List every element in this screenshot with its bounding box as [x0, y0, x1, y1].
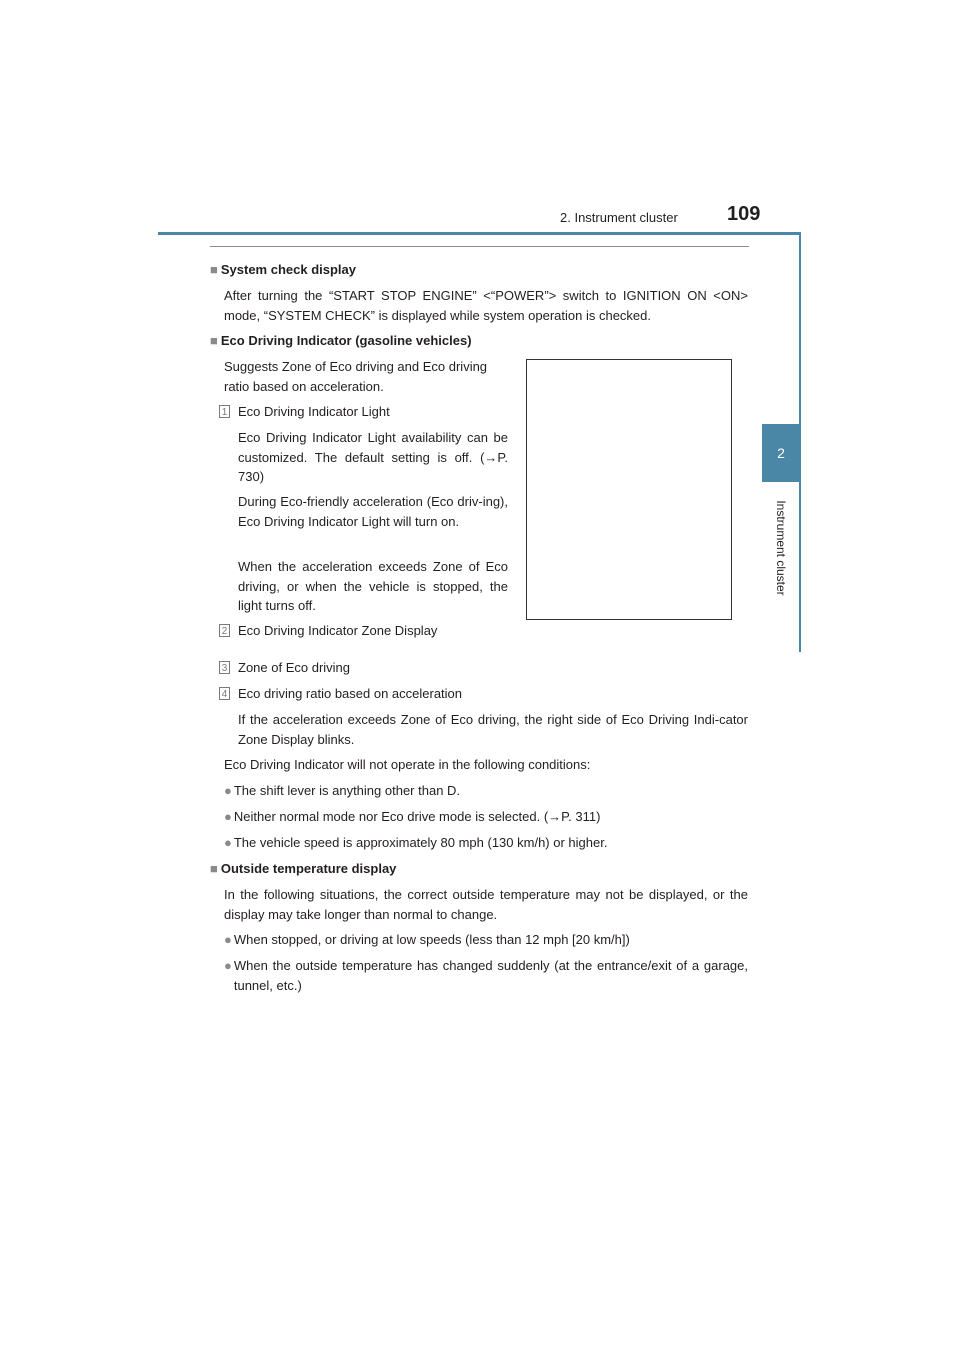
item-1-para-3: When the acceleration exceeds Zone of Eco driving, or when the vehicle is stopped, the light turns off.	[238, 559, 508, 613]
content-top-rule	[210, 246, 749, 247]
page-number: 109	[727, 203, 761, 225]
bullet-icon: ●	[224, 932, 232, 947]
condition-item: ● Neither normal mode nor Eco drive mode is selected. (→P. 311)	[224, 809, 601, 824]
outside-temp-body: In the following situations, the correct outside temperature may not be displayed, or the display may take longer than normal to change.	[224, 887, 748, 922]
heading-square-icon: ■	[210, 861, 218, 876]
item-2-title: Eco Driving Indicator Zone Display	[238, 623, 438, 638]
item-3-title: Zone of Eco driving	[238, 660, 351, 675]
heading-outside-temperature: ■ Outside temperature display	[210, 861, 397, 876]
chapter-number: 2	[777, 445, 785, 461]
outside-temp-bullet: ● When stopped, or driving at low speeds (less than 12 mph [20 km/h])	[224, 932, 630, 947]
item-1-title: Eco Driving Indicator Light	[238, 404, 390, 419]
item-1-para-1: Eco Driving Indicator Light availability can be customized. The default setting is off. (→P. 730)	[238, 430, 508, 484]
condition-item: ● The vehicle speed is approximately 80 mph (130 km/h) or higher.	[224, 835, 608, 850]
conditions-intro: Eco Driving Indicator will not operate in the following conditions:	[224, 757, 591, 772]
chapter-title-vertical: Instrument cluster	[774, 500, 788, 596]
outside-temp-bullet	[224, 956, 748, 995]
outside-temp-bullet-row: ● When the outside temperature has changed suddenly (at the entrance/exit of a garage, tunnel, etc.)	[224, 956, 748, 995]
system-check-body: After turning the “START STOP ENGINE” <“POWER”> switch to IGNITION ON <ON> mode, “SYSTEM CHECK” is displayed while system operation is checked.	[224, 288, 748, 323]
item-number-badge: 2	[219, 624, 230, 637]
running-header-title: 2. Instrument cluster	[560, 210, 678, 225]
bullet-icon: ●	[224, 835, 232, 850]
chapter-tab[interactable]	[762, 424, 800, 482]
item-4-title: Eco driving ratio based on acceleration	[238, 686, 463, 701]
bullet-icon: ●	[224, 783, 232, 798]
item-number-badge: 1	[219, 405, 230, 418]
item-4-para-1: If the acceleration exceeds Zone of Eco driving, the right side of Eco Driving Indi-cator Zone Display blinks.	[238, 712, 748, 747]
item-number-badge: 3	[219, 661, 230, 674]
heading-square-icon: ■	[210, 262, 218, 277]
eco-indicator-illustration	[526, 359, 732, 620]
bullet-icon: ●	[224, 958, 232, 973]
heading-system-check: ■ System check display	[210, 262, 356, 277]
bullet-icon: ●	[224, 809, 232, 824]
item-number-badge: 4	[219, 687, 230, 700]
heading-eco-driving-indicator: ■ Eco Driving Indicator (gasoline vehicles)	[210, 333, 472, 348]
eco-intro: Suggests Zone of Eco driving and Eco driving ratio based on acceleration.	[224, 359, 488, 394]
item-1-para-2: During Eco-friendly acceleration (Eco driv-ing), Eco Driving Indicator Light will turn on.	[238, 494, 508, 529]
condition-item: ● The shift lever is anything other than D.	[224, 783, 461, 798]
heading-square-icon: ■	[210, 333, 218, 348]
header-rule	[158, 232, 800, 235]
